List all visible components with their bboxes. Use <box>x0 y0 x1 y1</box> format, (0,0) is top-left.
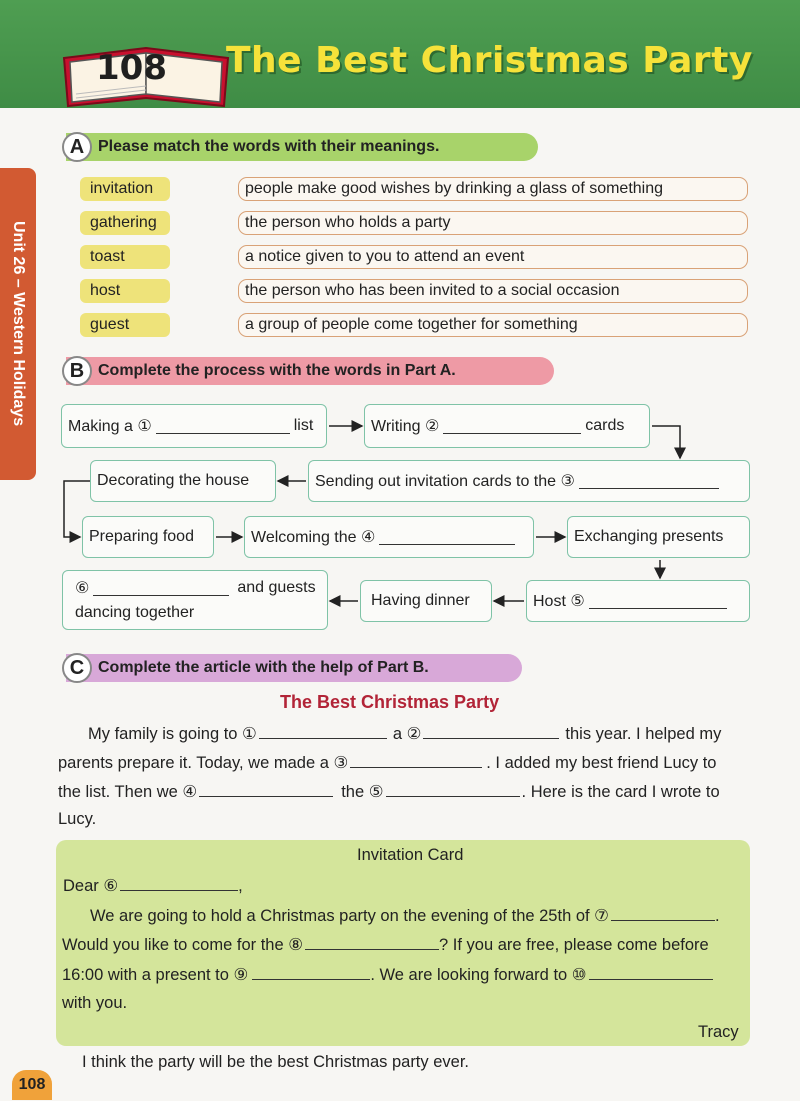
article-line-2-a: parents prepare it. Today, we made a ③ <box>58 754 349 772</box>
card-line-1 <box>90 905 720 926</box>
blank-c5[interactable] <box>386 781 520 797</box>
step-preparing-food: Preparing food <box>82 516 214 558</box>
word-toast[interactable]: toast <box>80 245 170 269</box>
step-writing-cards <box>364 404 650 448</box>
step-sending-cards <box>308 460 750 502</box>
section-b-letter: B <box>62 356 92 386</box>
section-a-letter: A <box>62 132 92 162</box>
word-gathering[interactable]: gathering <box>80 211 170 235</box>
lesson-number: 108 <box>96 48 167 88</box>
step-writing-cards-post: cards <box>585 417 625 434</box>
step-making-list-pre: Making a ① <box>68 418 152 435</box>
article-line-2-b: . I added my best friend Lucy to <box>486 754 717 772</box>
blank-1[interactable] <box>156 418 290 434</box>
page-title: The Best Christmas Party <box>226 40 753 81</box>
card-line-3-b: . We are looking forward to ⑩ <box>370 966 587 984</box>
card-line-1-b: . <box>714 907 720 925</box>
blank-c4[interactable] <box>199 781 333 797</box>
blank-card-9[interactable] <box>252 964 370 980</box>
meaning-1[interactable]: people make good wishes by drinking a glass of something <box>238 177 748 201</box>
article-line-4: Lucy. <box>58 810 97 828</box>
article-line-3-c: . Here is the card I wrote to <box>521 783 720 801</box>
card-line-1-a: We are going to hold a Christmas party on the evening of the 25th of ⑦ <box>90 907 609 925</box>
card-line-2 <box>62 934 709 955</box>
meaning-4[interactable]: the person who has been invited to a social occasion <box>238 279 748 303</box>
card-line-2-a: Would you like to come for the ⑧ <box>62 936 304 954</box>
step-welcoming-text: Welcoming the ④ <box>251 529 376 546</box>
blank-6[interactable] <box>93 580 229 596</box>
card-line-3-a: 16:00 with a present to ⑨ <box>62 966 249 984</box>
card-title: Invitation Card <box>357 846 464 864</box>
step-exchanging-presents: Exchanging presents <box>567 516 750 558</box>
blank-card-7[interactable] <box>611 905 715 921</box>
step-dancing-line2: dancing together <box>75 604 195 621</box>
blank-c1[interactable] <box>259 723 387 739</box>
card-greeting-pre: Dear ⑥ <box>63 877 119 895</box>
meaning-5[interactable]: a group of people come together for something <box>238 313 748 337</box>
article-line-1 <box>88 723 721 744</box>
blank-2[interactable] <box>443 418 581 434</box>
word-invitation[interactable]: invitation <box>80 177 170 201</box>
meaning-2[interactable]: the person who holds a party <box>238 211 748 235</box>
card-greeting <box>63 875 243 896</box>
article-line-1-b: a ② <box>392 725 422 743</box>
page-number: 108 <box>12 1070 52 1100</box>
arrow-2-3 <box>652 426 680 458</box>
closing-sentence: I think the party will be the best Christmas party ever. <box>82 1053 470 1071</box>
article-line-3 <box>58 781 720 802</box>
article-line-3-a: the list. Then we ④ <box>58 783 198 801</box>
step-welcoming <box>244 516 534 558</box>
section-b-instruction: Complete the process with the words in Part A. <box>98 362 456 379</box>
card-signature: Tracy <box>698 1023 739 1041</box>
step-having-dinner: Having dinner <box>360 580 492 622</box>
section-c-header <box>66 654 522 682</box>
blank-card-6[interactable] <box>120 875 238 891</box>
section-c-instruction: Complete the article with the help of Part B. <box>98 659 429 676</box>
step-dancing-pre: ⑥ <box>75 580 90 597</box>
card-line-3 <box>62 964 713 985</box>
step-dancing <box>62 570 328 630</box>
article-line-1-a: My family is going to ① <box>88 725 257 743</box>
step-making-list <box>61 404 327 448</box>
article-line-3-b: the ⑤ <box>341 783 384 801</box>
article-title: The Best Christmas Party <box>280 692 500 712</box>
step-host-text: Host ⑤ <box>533 593 585 610</box>
card-line-2-b: ? If you are free, please come before <box>439 936 709 954</box>
meaning-3[interactable]: a notice given to you to attend an event <box>238 245 748 269</box>
blank-3[interactable] <box>579 473 719 489</box>
article-line-1-c: this year. I helped my <box>565 725 722 743</box>
unit-side-tab-label: Unit 26 – Western Holidays <box>10 221 27 427</box>
section-a-header <box>66 133 538 161</box>
card-greeting-post: , <box>238 877 243 895</box>
section-c-letter: C <box>62 653 92 683</box>
blank-c2[interactable] <box>423 723 559 739</box>
step-writing-cards-pre: Writing ② <box>371 418 440 435</box>
step-decorating: Decorating the house <box>90 460 276 502</box>
blank-card-8[interactable] <box>305 934 439 950</box>
blank-5[interactable] <box>589 593 727 609</box>
step-making-list-post: list <box>293 417 314 434</box>
step-dancing-post: and guests <box>237 579 316 596</box>
step-host <box>526 580 750 622</box>
step-sending-cards-text: Sending out invitation cards to the ③ <box>315 473 575 490</box>
word-host[interactable]: host <box>80 279 170 303</box>
blank-card-10[interactable] <box>589 964 713 980</box>
blank-c3[interactable] <box>350 752 482 768</box>
section-b-header <box>66 357 554 385</box>
section-a-instruction: Please match the words with their meanings. <box>98 138 440 155</box>
article-line-2 <box>58 752 716 773</box>
blank-4[interactable] <box>379 529 515 545</box>
word-guest[interactable]: guest <box>80 313 170 337</box>
card-line-4: with you. <box>62 994 128 1012</box>
